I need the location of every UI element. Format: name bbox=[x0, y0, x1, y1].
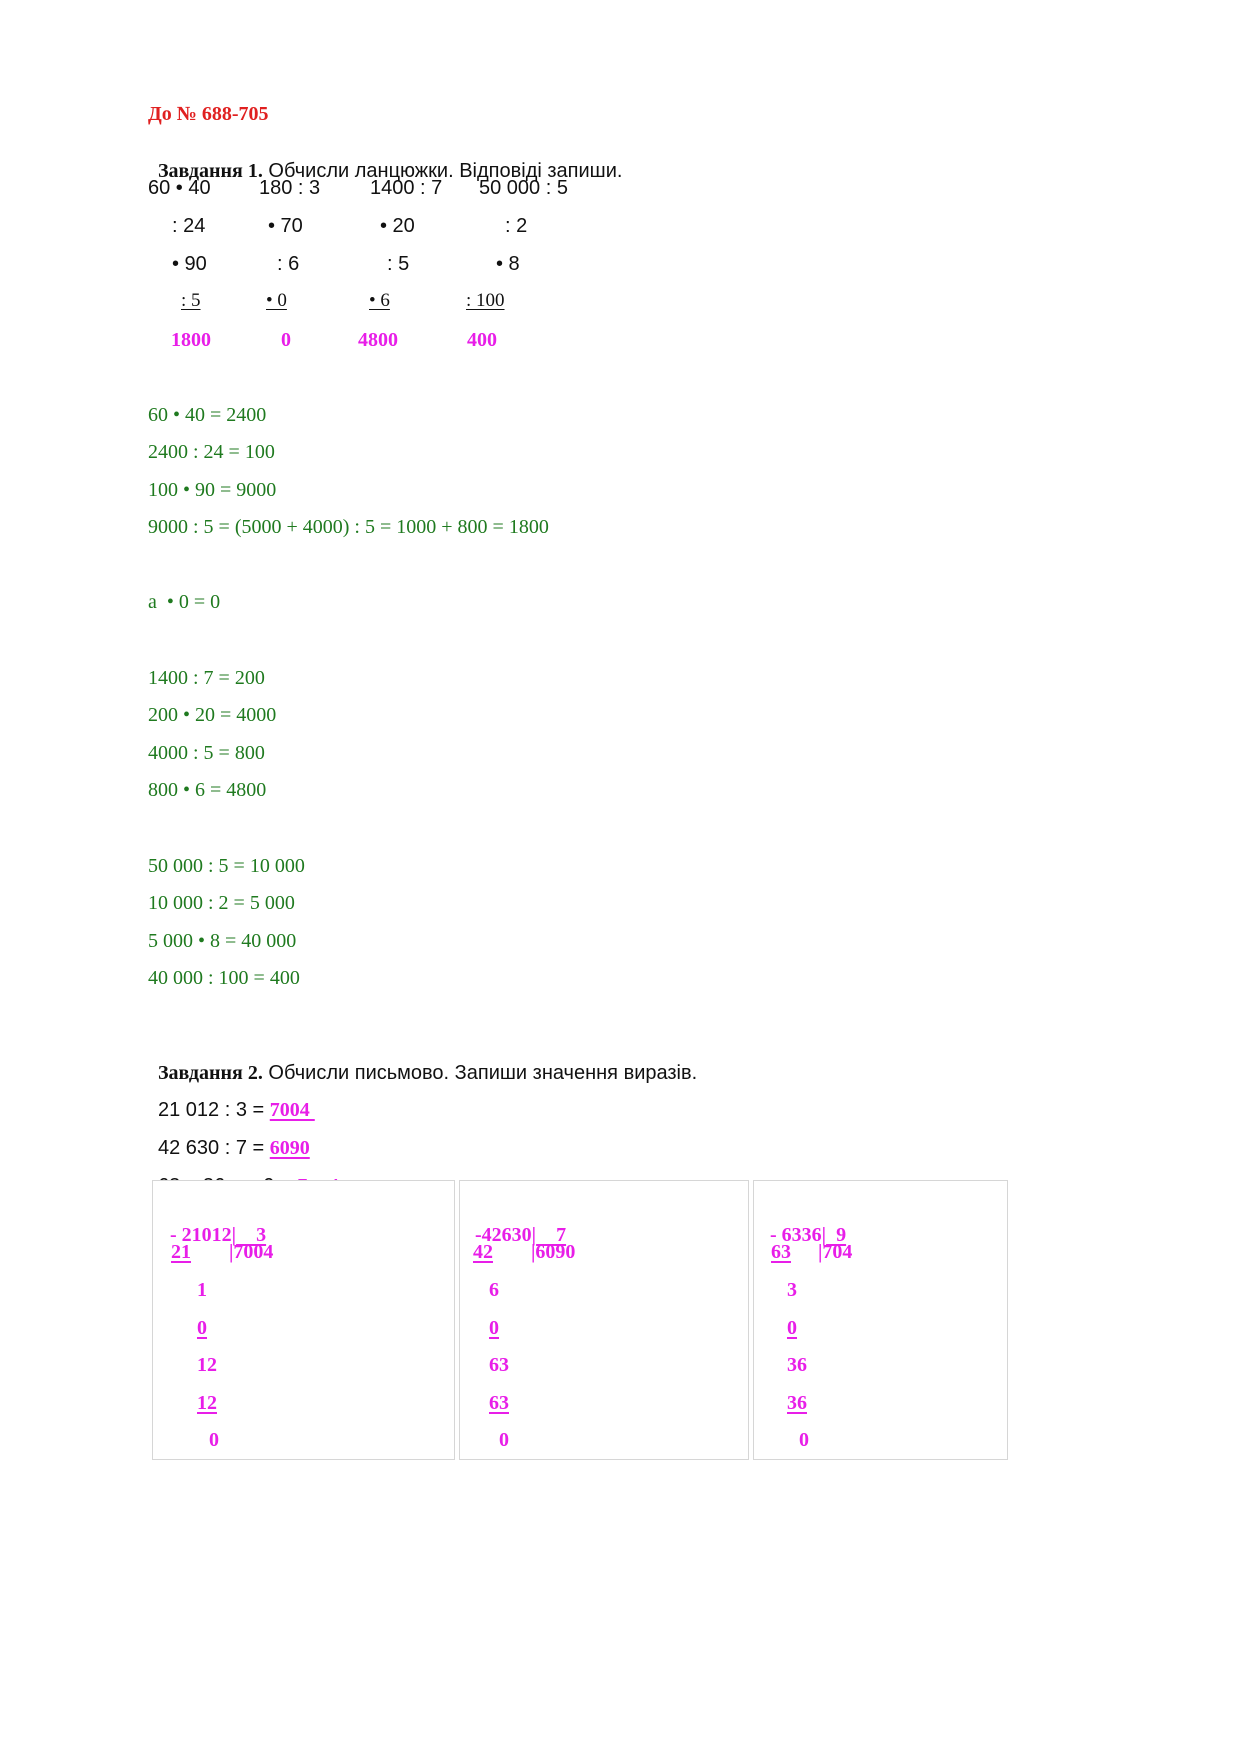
division-step: 42 bbox=[473, 1241, 493, 1263]
chain4-step2: • 8 bbox=[496, 253, 520, 275]
chain3-start: 1400 : 7 bbox=[370, 177, 443, 199]
dividend: -42630| bbox=[475, 1224, 537, 1246]
chain3-step2: : 5 bbox=[387, 253, 410, 275]
chain2-answer: 0 bbox=[281, 329, 291, 351]
chain3-answer: 4800 bbox=[358, 329, 398, 351]
division-step: 63 bbox=[489, 1354, 509, 1376]
chain3-step3: • 6 bbox=[369, 290, 390, 311]
solution-line: 1400 : 7 = 200 bbox=[148, 667, 265, 689]
dividend: - 6336| bbox=[770, 1224, 827, 1246]
division-step: 12 bbox=[197, 1354, 217, 1376]
task2-title bbox=[148, 1043, 697, 1083]
chain4-step1: : 2 bbox=[505, 215, 528, 237]
expression-2 bbox=[148, 1118, 310, 1158]
division-step: 36 bbox=[787, 1392, 807, 1414]
division-step: 21 bbox=[171, 1241, 191, 1263]
chain4-answer: 400 bbox=[467, 329, 497, 351]
expression-text: 21 012 : 3 = bbox=[158, 1099, 270, 1121]
solution-line: a • 0 = 0 bbox=[148, 591, 221, 613]
solution-line: 50 000 : 5 = 10 000 bbox=[148, 855, 305, 877]
division-head bbox=[465, 1205, 566, 1245]
solution-line: 40 000 : 100 = 400 bbox=[148, 967, 300, 989]
chain4-start: 50 000 : 5 bbox=[479, 177, 568, 199]
division-remainder: 0 bbox=[499, 1429, 509, 1451]
division-step: 0 bbox=[787, 1317, 797, 1339]
dividend: - 21012| bbox=[170, 1224, 237, 1246]
expression-1 bbox=[148, 1080, 315, 1120]
division-step: 0 bbox=[197, 1317, 207, 1339]
quotient: |704 bbox=[818, 1241, 853, 1263]
expression-answer: 6090 bbox=[269, 1137, 310, 1159]
division-step: 6 bbox=[489, 1279, 499, 1301]
divisor: 3 bbox=[236, 1224, 267, 1246]
division-step: 12 bbox=[197, 1392, 217, 1414]
task1-title bbox=[148, 141, 622, 181]
division-step: 63 bbox=[771, 1241, 791, 1263]
expression-text: 42 630 : 7 = bbox=[158, 1137, 270, 1159]
page-heading: До № 688-705 bbox=[148, 103, 269, 125]
expression-answer: 7004 bbox=[269, 1099, 315, 1121]
quotient: |7004 bbox=[229, 1241, 274, 1263]
task1-text: Обчисли ланцюжки. Відповіді запиши. bbox=[262, 160, 623, 182]
solution-line: 800 • 6 = 4800 bbox=[148, 779, 267, 801]
chain2-step1: • 70 bbox=[268, 215, 303, 237]
quotient: |6090 bbox=[531, 1241, 576, 1263]
task2-label: Завдання 2. bbox=[158, 1062, 263, 1084]
divisor: 7 bbox=[536, 1224, 567, 1246]
division-step: 36 bbox=[787, 1354, 807, 1376]
division-head bbox=[760, 1205, 846, 1245]
task1-label: Завдання 1. bbox=[158, 160, 263, 182]
chain4-step3: : 100 bbox=[466, 290, 505, 311]
solution-line: 2400 : 24 = 100 bbox=[148, 441, 275, 463]
solution-line: 200 • 20 = 4000 bbox=[148, 704, 277, 726]
divisor: 9 bbox=[826, 1224, 847, 1246]
solution-line: 60 • 40 = 2400 bbox=[148, 404, 267, 426]
division-step: 0 bbox=[489, 1317, 499, 1339]
task2-text: Обчисли письмово. Запиши значення виразів. bbox=[262, 1062, 698, 1084]
chain3-step1: • 20 bbox=[380, 215, 415, 237]
division-step: 1 bbox=[197, 1279, 207, 1301]
division-step: 63 bbox=[489, 1392, 509, 1414]
chain1-step3: : 5 bbox=[181, 290, 201, 311]
solution-line: 10 000 : 2 = 5 000 bbox=[148, 892, 295, 914]
division-head bbox=[160, 1205, 266, 1245]
solution-line: 100 • 90 = 9000 bbox=[148, 479, 277, 501]
solution-line: 5 000 • 8 = 40 000 bbox=[148, 930, 297, 952]
solution-line: 9000 : 5 = (5000 + 4000) : 5 = 1000 + 800 = 1800 bbox=[148, 516, 549, 538]
chain2-step3: • 0 bbox=[266, 290, 287, 311]
solution-line: 4000 : 5 = 800 bbox=[148, 742, 265, 764]
chain1-step1: : 24 bbox=[172, 215, 206, 237]
chain1-answer: 1800 bbox=[171, 329, 211, 351]
chain2-step2: : 6 bbox=[277, 253, 300, 275]
division-step: 3 bbox=[787, 1279, 797, 1301]
chain2-start: 180 : 3 bbox=[259, 177, 321, 199]
division-remainder: 0 bbox=[799, 1429, 809, 1451]
chain1-step2: • 90 bbox=[172, 253, 207, 275]
chain1-start: 60 • 40 bbox=[148, 177, 211, 199]
division-remainder: 0 bbox=[209, 1429, 219, 1451]
